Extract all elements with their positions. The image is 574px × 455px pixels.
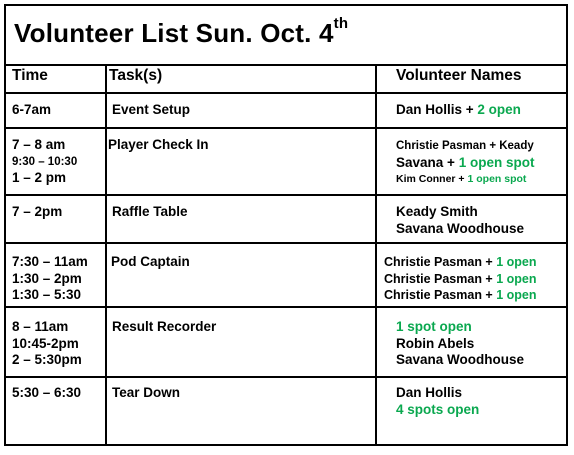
row-divider	[6, 127, 566, 129]
open-spots: 1 open	[496, 255, 537, 269]
task-cell: Pod Captain	[111, 254, 190, 269]
time-value: 1 – 2 pm	[12, 170, 67, 185]
volunteer-line	[396, 171, 534, 188]
time-value: 6-7am	[12, 102, 52, 117]
volunteer-name: Dan Hollis	[396, 385, 463, 400]
volunteer-line	[396, 336, 524, 353]
time-cell	[12, 102, 51, 119]
task-cell: Event Setup	[112, 102, 191, 117]
time-value: 1:30 – 5:30	[12, 287, 82, 302]
volunteer-line	[396, 102, 521, 119]
row-divider	[6, 242, 566, 244]
volunteer-name: Christie Pasman + Keady	[396, 140, 534, 152]
title-text: Volunteer List Sun. Oct. 4	[14, 18, 334, 48]
header-divider	[6, 92, 566, 94]
volunteer-name: Keady Smith	[396, 204, 478, 219]
row-divider	[6, 376, 566, 378]
column-divider	[375, 64, 377, 444]
time-value: 9:30 – 10:30	[12, 155, 78, 168]
time-value: 7:30 – 11am	[12, 254, 88, 269]
time-cell	[12, 137, 77, 187]
time-value: 7 – 8 am	[12, 137, 66, 152]
names-cell	[384, 254, 537, 304]
volunteer-name: Robin Abels	[396, 335, 475, 351]
page-title	[14, 15, 349, 49]
volunteer-line	[396, 352, 524, 369]
row-divider	[6, 194, 566, 196]
task-cell: Result Recorder	[112, 319, 217, 334]
names-cell	[396, 385, 479, 418]
row-divider	[6, 306, 566, 308]
open-spots: 1 open spot	[467, 173, 527, 185]
volunteer-line	[396, 204, 524, 221]
volunteer-name: Savana Woodhouse	[396, 352, 525, 367]
volunteer-name: Savana Woodhouse	[396, 220, 525, 236]
time-value: 5:30 – 6:30	[12, 385, 82, 400]
open-spots: 4 spots open	[396, 401, 480, 417]
time-value: 7 – 2pm	[12, 204, 63, 219]
time-value: 8 – 11am	[12, 319, 69, 334]
volunteer-name: Savana +	[396, 154, 455, 170]
volunteer-name: Christie Pasman +	[384, 255, 493, 269]
time-value: 2 – 5:30pm	[12, 352, 82, 367]
volunteer-line	[396, 155, 534, 172]
time-cell	[12, 319, 82, 369]
volunteer-line	[384, 254, 537, 271]
volunteer-line	[396, 385, 479, 402]
volunteer-line	[396, 402, 479, 419]
volunteer-name: Christie Pasman +	[384, 288, 493, 302]
volunteer-name: Christie Pasman +	[384, 271, 493, 286]
time-cell	[12, 385, 81, 402]
title-divider	[6, 64, 566, 66]
column-divider	[105, 64, 107, 444]
task-cell: Tear Down	[112, 385, 181, 400]
names-cell	[396, 102, 521, 119]
volunteer-line	[396, 221, 524, 238]
open-spots: 1 spot open	[396, 319, 472, 334]
volunteer-line	[384, 287, 537, 304]
names-cell	[396, 138, 534, 188]
header-tasks: Task(s)	[109, 67, 163, 84]
names-cell	[396, 319, 524, 369]
time-value: 10:45-2pm	[12, 335, 79, 351]
names-cell	[396, 204, 524, 237]
volunteer-name: Dan Hollis +	[396, 102, 474, 117]
open-spots: 1 open spot	[458, 154, 535, 170]
time-value: 1:30 – 2pm	[12, 270, 82, 286]
open-spots: 1 open	[496, 288, 537, 302]
time-cell	[12, 204, 62, 221]
time-cell	[12, 254, 88, 304]
volunteer-line	[396, 319, 524, 336]
title-suffix: th	[333, 15, 349, 33]
open-spots: 2 open	[477, 102, 521, 117]
task-cell: Player Check In	[108, 137, 209, 152]
header-time: Time	[12, 67, 48, 84]
volunteer-name: Kim Conner +	[396, 173, 465, 185]
volunteer-table	[4, 4, 568, 446]
task-cell: Raffle Table	[112, 204, 188, 219]
header-volunteer-names: Volunteer Names	[396, 67, 522, 84]
volunteer-line	[396, 138, 534, 155]
volunteer-line	[384, 271, 537, 288]
open-spots: 1 open	[496, 271, 537, 286]
